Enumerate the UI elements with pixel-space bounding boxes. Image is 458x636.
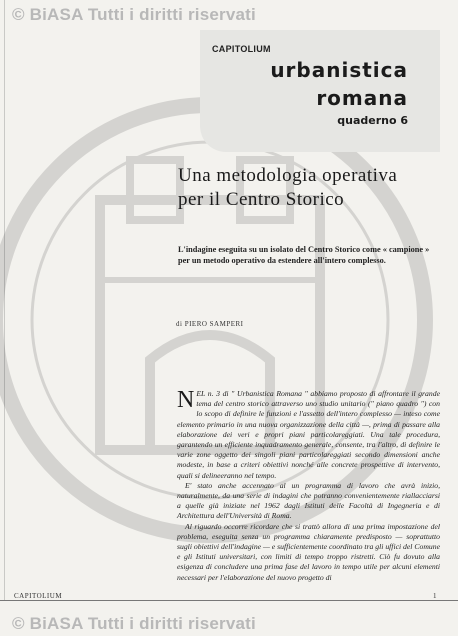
footer-rule: [0, 600, 458, 601]
paragraph-3: Al riguardo occorre ricordare che si trattò allora di una prima impostazione del problema, eseguita senza un programma chiaramente predisposto — soprattutto sugli obiettivi dell'indagine — e sufficientemente coordinato tra gli uffici del Comune e gli Istituti universitari, con limiti di tempo troppo ristretti. Ciò fu dovuto alla esigenza di concludere una prima fase del lavoro in tempo utile per alcuni elementi necessari per l'elaborazione del nuovo progetto di: [177, 521, 440, 582]
footer-journal-name: CAPITOLIUM: [14, 592, 63, 600]
copyright-watermark-top: © BiASA Tutti i diritti riservati: [12, 5, 256, 24]
issue-label: quaderno 6: [337, 114, 408, 127]
paragraph-2: E' stato anche accennato al un programma di lavoro che avrà inizio, naturalmente, da una serie di indagini che potranno convenientemente riallacciarsi a quelle già iniziate nel 1962 dagli Istituti delle Facoltà di Ingegneria e di Architettura dell'Università di Roma.: [177, 480, 440, 521]
page-edge-line: [4, 0, 5, 600]
drop-cap: N: [177, 387, 195, 413]
article-title: [178, 164, 428, 212]
paragraph-1: NEL n. 3 di " Urbanistica Romana " abbiamo proposto di affrontare il grande tema del centro storico attraverso uno studio unitario (" piano quadro ") con lo scopo di definire le funzioni e l'assetto dell'intero complesso — inteso come elemento primario in una nuova organizzazione della città —, prima di passare alla elaborazione dei veri e propri piani particolareggiati. Una tale procedura, garantendo un efficiente inquadramento generale, consente, tra l'altro, di definire le varie zone oggetto dei singoli piani particolareggiati secondo dimensioni anche modeste, in base a criteri obiettivi nonché alle concrete prospettive di intervento, quali si delineeranno nel tempo.: [177, 387, 440, 480]
article-title-line2: per il Centro Storico: [178, 189, 345, 210]
article-subtitle: L'indagine eseguita su un isolato del Centro Storico come « campione » per un metodo operativo da estendere all'intero complesso.: [178, 245, 430, 265]
series-label: CAPITOLIUM: [212, 44, 271, 54]
series-title-line1: urbanistica: [270, 58, 408, 82]
article-author: di PIERO SAMPERI: [176, 320, 244, 328]
series-title-line2: romana: [316, 86, 408, 110]
article-body: [177, 389, 440, 583]
copyright-watermark-bottom: © BiASA Tutti i diritti riservati: [12, 614, 256, 633]
footer-page-number: 1: [433, 592, 437, 600]
article-title-line1: Una metodologia operativa: [178, 165, 398, 186]
